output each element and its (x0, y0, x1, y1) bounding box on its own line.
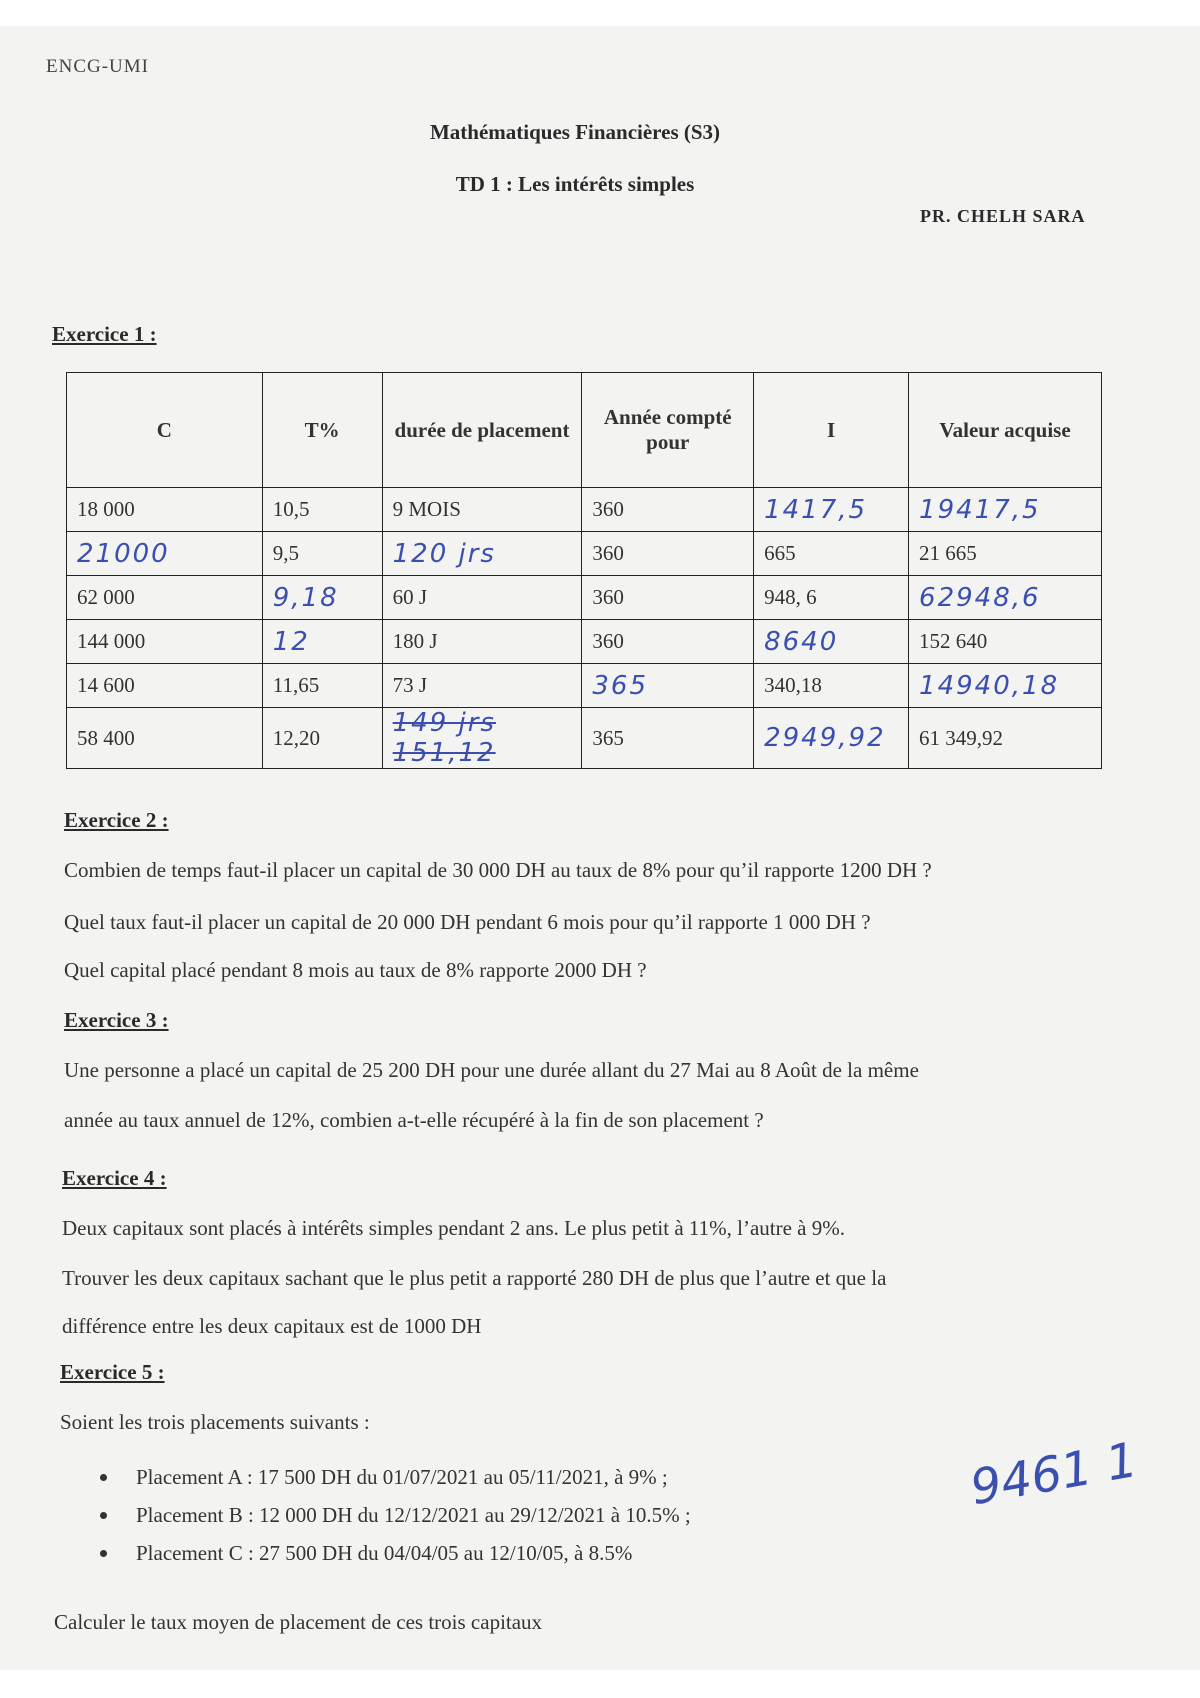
exercise3-heading: Exercice 3 : (64, 1008, 169, 1032)
list-item (90, 1534, 691, 1572)
table-cell: 21 665 (909, 532, 1102, 576)
table-cell: 120 jrs (382, 532, 582, 576)
table-cell: 665 (754, 532, 909, 576)
table-cell: 360 (582, 576, 754, 620)
table-cell: 8640 (754, 620, 909, 664)
exercise3-line: Une personne a placé un capital de 25 200 DH pour une durée allant du 27 Mai au 8 Août de la même (64, 1058, 919, 1082)
table-cell: 149 jrs 151,12 (382, 708, 582, 769)
table-cell: 340,18 (754, 664, 909, 708)
table-cell: 360 (582, 488, 754, 532)
table-cell: 73 J (382, 664, 582, 708)
table-cell: 12 (262, 620, 382, 664)
column-header: I (754, 373, 909, 488)
table-cell: 60 J (382, 576, 582, 620)
table-cell: 14 600 (67, 664, 263, 708)
table-cell: 18 000 (67, 488, 263, 532)
table-cell: 152 640 (909, 620, 1102, 664)
list-item (90, 1458, 691, 1496)
column-header: Année compté pour (582, 373, 754, 488)
course-title: Mathématiques Financières (S3) (429, 120, 721, 144)
table-header-row (67, 373, 1102, 488)
column-header: Valeur acquise (909, 373, 1102, 488)
table-cell: 365 (582, 664, 754, 708)
exercise4-line: Trouver les deux capitaux sachant que le plus petit a rapporté 280 DH de plus que l’autre et que la (62, 1266, 887, 1290)
exercise2-line: Combien de temps faut-il placer un capital de 30 000 DH au taux de 8% pour qu’il rapporte 1200 DH ? (64, 858, 932, 882)
table-cell: 360 (582, 620, 754, 664)
table-row (67, 488, 1102, 532)
exercise4-heading: Exercice 4 : (62, 1166, 167, 1190)
table-row (67, 576, 1102, 620)
table-cell: 2949,92 (754, 708, 909, 769)
exercise2-line: Quel taux faut-il placer un capital de 20 000 DH pendant 6 mois pour qu’il rapporte 1 000 DH ? (64, 910, 871, 934)
placements-list (90, 1458, 691, 1572)
exercise1-heading: Exercice 1 : (52, 322, 157, 346)
exercise1-table (66, 372, 1102, 769)
table-cell: 21000 (67, 532, 263, 576)
exercise5-question: Calculer le taux moyen de placement de ces trois capitaux (54, 1610, 543, 1634)
table-cell: 10,5 (262, 488, 382, 532)
table-cell: 9,5 (262, 532, 382, 576)
td-title: TD 1 : Les intérêts simples (455, 172, 695, 196)
column-header: C (67, 373, 263, 488)
table-cell: 365 (582, 708, 754, 769)
table-cell: 14940,18 (909, 664, 1102, 708)
table-row (67, 708, 1102, 769)
table-cell: 180 J (382, 620, 582, 664)
exercise2-heading: Exercice 2 : (64, 808, 169, 832)
exercise2-line: Quel capital placé pendant 8 mois au taux de 8% rapporte 2000 DH ? (64, 958, 647, 982)
exercise5-intro: Soient les trois placements suivants : (60, 1410, 370, 1434)
table-cell: 144 000 (67, 620, 263, 664)
table-row (67, 532, 1102, 576)
table-cell: 360 (582, 532, 754, 576)
exercise4-line: Deux capitaux sont placés à intérêts simples pendant 2 ans. Le plus petit à 11%, l’autre à 9%. (62, 1216, 845, 1240)
table-cell: 61 349,92 (909, 708, 1102, 769)
column-header: durée de placement (382, 373, 582, 488)
exercise4-line: différence entre les deux capitaux est de 1000 DH (62, 1314, 482, 1338)
placement-b: Placement B : 12 000 DH du 12/12/2021 au 29/12/2021 à 10.5% ; (136, 1503, 691, 1527)
table-row (67, 664, 1102, 708)
placement-c: Placement C : 27 500 DH du 04/04/05 au 12/10/05, à 8.5% (136, 1541, 633, 1565)
list-item (90, 1496, 691, 1534)
table-cell: 9,18 (262, 576, 382, 620)
table-cell: 62 000 (67, 576, 263, 620)
table-cell: 1417,5 (754, 488, 909, 532)
institution-label: ENCG-UMI (46, 56, 149, 77)
professor-name: PR. CHELH SARA (920, 206, 1086, 226)
table-cell: 58 400 (67, 708, 263, 769)
table-row (67, 620, 1102, 664)
table-cell: 11,65 (262, 664, 382, 708)
table-cell: 948, 6 (754, 576, 909, 620)
handwritten-number: 9461 1 (966, 1431, 1142, 1517)
exercise5-heading: Exercice 5 : (60, 1360, 165, 1384)
table-cell: 19417,5 (909, 488, 1102, 532)
table-cell: 62948,6 (909, 576, 1102, 620)
exercise3-line: année au taux annuel de 12%, combien a-t-elle récupéré à la fin de son placement ? (64, 1108, 764, 1132)
table-cell: 9 MOIS (382, 488, 582, 532)
document-page (0, 26, 1200, 1670)
table-cell: 12,20 (262, 708, 382, 769)
column-header: T% (262, 373, 382, 488)
placement-a: Placement A : 17 500 DH du 01/07/2021 au 05/11/2021, à 9% ; (136, 1465, 668, 1489)
